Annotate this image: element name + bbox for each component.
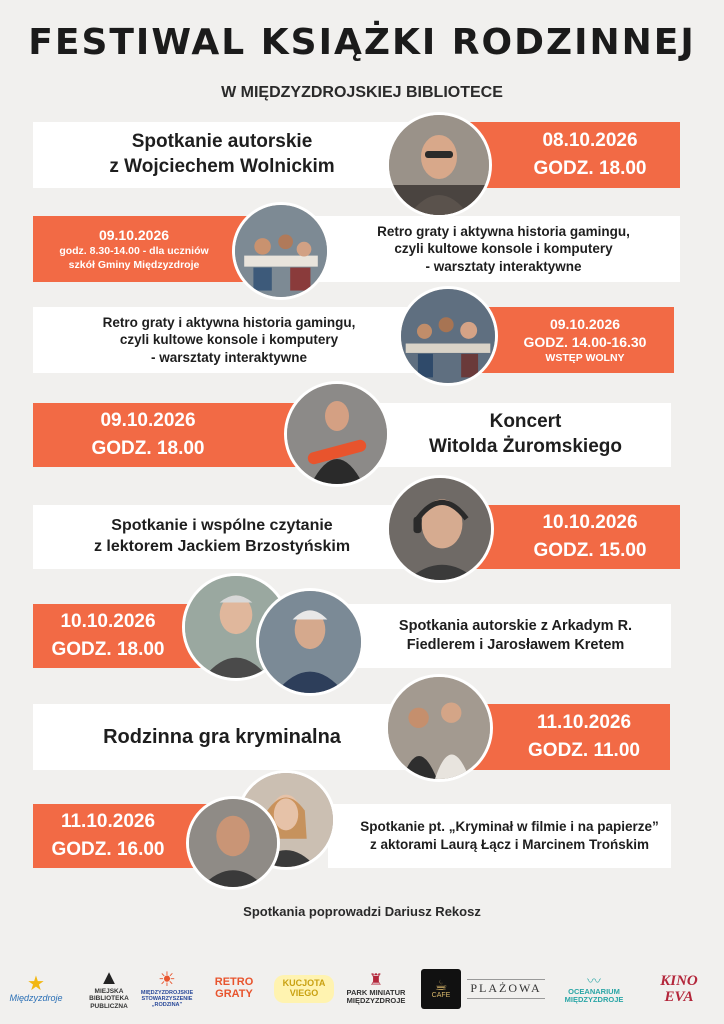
sun-icon: ☀ [158,968,176,991]
event-8-description [328,804,671,868]
retro-icon: RETRO GRATY [214,976,254,1000]
host-note: Spotkania poprowadzi Dariusz Rekosz [243,904,481,919]
castle-icon: ♜ [368,971,384,989]
book-icon: ▲ [99,967,119,990]
event-7-line1: Rodzinna gra kryminalna [103,726,341,748]
event-3-date: 09.10.2026 [549,315,621,332]
event-4-photo [284,381,390,487]
event-3-datetime [470,307,674,373]
cake-icon: KUCJOTA VIEGO [274,975,334,1003]
event-6-photo-2 [256,588,364,696]
logo-plazowa [470,960,542,1018]
logo-oceanarium: 〰 OCEANARIUM MIĘDZYZDROJE [564,972,624,1004]
event-2-date: 09.10.2026 [98,226,170,243]
event-4-line1: Koncert [489,411,562,433]
logo-library: ▲ MIEJSKA BIBLIOTEKA PUBLICZNA [89,967,129,1010]
event-7-time: GODZ. 11.00 [528,740,640,761]
logo-park-miniatur: ♜ PARK MINIATUR MIĘDZYZDROJE [346,971,406,1005]
star-icon: ★ [27,973,45,996]
logo-miedzyzdroje: ★ Międzyzdroje [9,973,63,1004]
event-6-line1: Spotkania autorskie z Arkadym R. [398,618,633,635]
event-5-photo [386,475,494,583]
cafe-icon: ☕ [434,977,448,994]
event-8-time: GODZ. 16.00 [51,839,165,860]
event-2-note2: szkół Gminy Międzyzdroje [68,259,200,272]
event-2-datetime [33,216,265,282]
poster-subtitle: W MIĘDZYZDROJSKIEJ BIBLIOTECE [221,84,503,101]
event-1-line2: z Wojciechem Wolnickim [109,156,335,177]
event-2-line2: czyli kultowe konsole i komputery [394,241,613,257]
event-4-description [350,403,671,467]
event-8-photo-1 [186,796,280,890]
event-4-datetime [33,403,303,467]
event-7-description [33,704,411,770]
event-5-datetime [470,505,680,569]
sponsor-logos [0,960,724,1020]
logo-cafe: ☕ CAFE [420,960,462,1018]
event-1-photo [386,112,492,218]
event-2-photo [232,202,330,300]
event-1-datetime [470,122,680,188]
event-1-time: GODZ. 18.00 [533,158,647,179]
event-5-description [33,505,411,569]
event-4-date: 09.10.2026 [100,410,196,432]
event-2-line1: Retro graty i aktywna historia gamingu, [377,223,630,239]
event-3-description [33,307,425,373]
plazowa-icon: PLAŻOWA [467,979,544,998]
event-1-description [33,122,411,188]
event-7-datetime [470,704,670,770]
event-8-date: 11.10.2026 [60,811,156,833]
poster-title: FESTIWAL KSIĄŻKI RODZINNEJ [28,22,696,63]
logo-rodzina: ☀ MIĘDZYZDROJSKIE STOWARZYSZENIE „RODZINA” [140,968,194,1009]
event-7-photo [385,674,493,782]
event-5-date: 10.10.2026 [542,512,638,534]
event-6-time: GODZ. 18.00 [51,639,165,660]
event-6-description [340,604,671,668]
wave-icon: 〰 [587,972,601,989]
event-5-time: GODZ. 15.00 [533,540,647,561]
event-8-line2: z aktorami Laurą Łącz i Marcinem Trońskim [369,837,650,852]
event-4-line2: Witolda Żuromskiego [428,436,622,457]
event-1-date: 08.10.2026 [542,130,638,152]
event-5-line2: z lektorem Jackiem Brzostyńskim [93,538,351,555]
logo-kino-eva [644,960,714,1018]
event-3-time: GODZ. 14.00-16.30 [523,333,647,350]
event-6-line2: Fiedlerem i Jarosławem Kretem [406,637,625,653]
event-3-line3: - warsztaty interaktywne [150,349,308,365]
event-7-date: 11.10.2026 [536,712,632,734]
event-2-description [305,216,680,282]
event-2-line3: - warsztaty interaktywne [425,258,582,274]
event-3-line2: czyli kultowe konsole i komputery [119,332,339,348]
logo-kucjota [274,960,334,1018]
event-8-line1: Spotkanie pt. „Kryminał w filmie i na papierze” [360,819,659,835]
logo-retro-graty [202,960,266,1018]
event-1-line1: Spotkanie autorskie [131,131,313,153]
event-4-time: GODZ. 18.00 [91,438,205,459]
event-3-line1: Retro graty i aktywna historia gamingu, [102,314,356,330]
event-5-line1: Spotkanie i wspólne czytanie [111,517,333,535]
event-6-date: 10.10.2026 [60,611,156,633]
event-3-photo [398,286,498,386]
kino-icon: KINO EVA [660,972,698,1005]
event-2-note1: godz. 8.30-14.00 - dla uczniów [59,244,209,257]
event-3-extra: WSTĘP WOLNY [545,352,625,365]
